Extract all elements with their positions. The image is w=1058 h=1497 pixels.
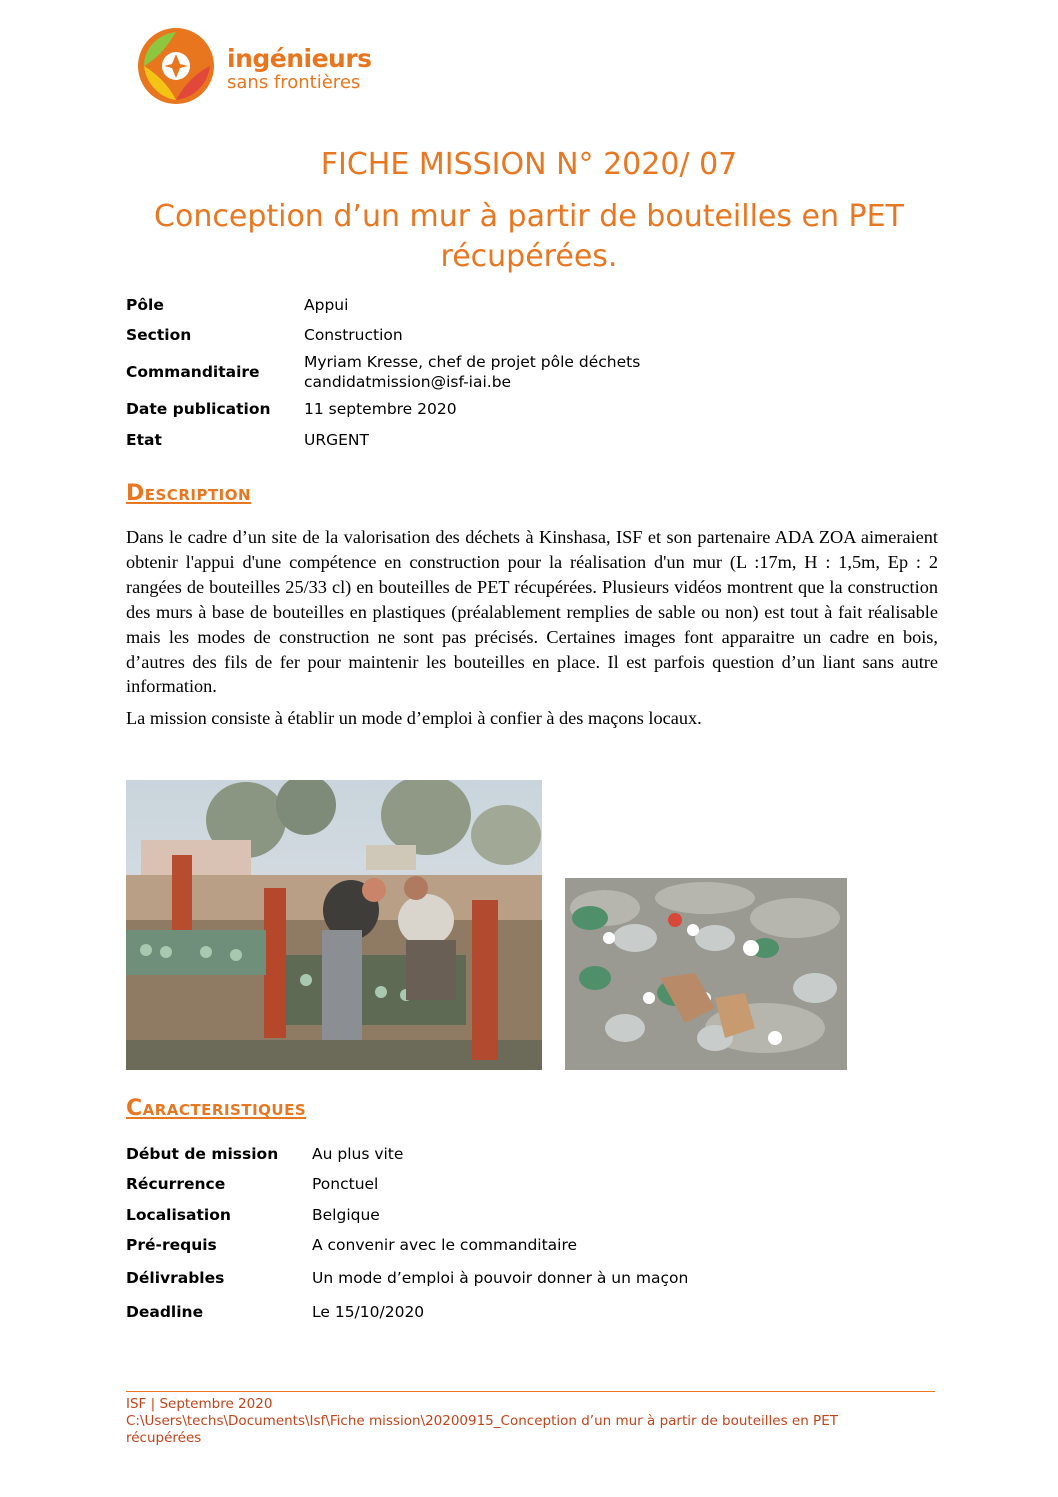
footer-file-path-continued: récupérées — [126, 1430, 202, 1446]
logo-wordmark-line2: sans frontières — [227, 72, 361, 93]
description-paragraph: Dans le cadre d’un site de la valorisation des déchets à Kinshasa, ISF et son partenaire ADA ZOA aimeraient obtenir l'appui d'une compétence en construction pour la réalisation d'un mur (L :17m, H : 1,5m, Ep : 2 rangées de bouteilles 25/33 cl) en bouteilles de PET récupérées. Plusieurs vidéos montrent que la construction des murs à base de bouteilles en plastiques (préalablement remplies de sable ou non) est tout à fait réalisable mais les modes de construction ne sont pas précisés. Certaines images font apparaitre un cadre en bois, d’autres des fils de fer pour maintenir les bouteilles en place. Il est parfois question d’un liant sans autre information. — [126, 527, 938, 697]
info-label-etat: Etat — [126, 431, 162, 449]
mission-title: Conception d’un mur à partir de bouteilles en PET récupérées. — [154, 199, 904, 274]
footer-divider — [126, 1391, 935, 1392]
car-label-recurrence: Récurrence — [126, 1175, 226, 1193]
info-label-date: Date publication — [126, 400, 271, 418]
footer-date: ISF | Septembre 2020 — [126, 1396, 273, 1412]
car-value-debut: Au plus vite — [312, 1145, 404, 1163]
info-label-pole: Pôle — [126, 296, 164, 314]
isf-logo-icon — [136, 26, 216, 106]
fiche-number-title: FICHE MISSION N° 2020/ 07 — [320, 147, 738, 182]
info-value-date: 11 septembre 2020 — [304, 400, 457, 418]
info-value-pole: Appui — [304, 296, 349, 314]
car-value-delivrables: Un mode d’emploi à pouvoir donner à un maçon — [312, 1269, 689, 1287]
car-label-deadline: Deadline — [126, 1303, 204, 1321]
caracteristiques-heading: Caracteristiques — [126, 1096, 307, 1121]
car-value-deadline: Le 15/10/2020 — [312, 1303, 425, 1321]
logo-wordmark-line1: ingénieurs — [227, 44, 372, 73]
footer-file-path: C:\Users\techs\Documents\Isf\Fiche mission\20200915_Conception d’un mur à partir de bouteilles en PET — [126, 1413, 838, 1429]
info-value-commanditaire-email: candidatmission@isf-iai.be — [304, 373, 512, 391]
car-value-localisation: Belgique — [312, 1206, 380, 1224]
info-value-etat: URGENT — [304, 431, 369, 449]
description-body — [126, 525, 938, 731]
car-value-recurrence: Ponctuel — [312, 1175, 379, 1193]
car-label-prerequis: Pré-requis — [126, 1236, 217, 1254]
info-value-section: Construction — [304, 326, 403, 344]
description-paragraph-mission: La mission consiste à établir un mode d’emploi à confier à des maçons locaux. — [126, 708, 702, 729]
info-value-commanditaire-name: Myriam Kresse, chef de projet pôle déchets — [304, 353, 641, 371]
car-label-debut: Début de mission — [126, 1145, 279, 1163]
info-label-commanditaire: Commanditaire — [126, 363, 260, 381]
car-label-localisation: Localisation — [126, 1206, 231, 1224]
car-label-delivrables: Délivrables — [126, 1269, 225, 1287]
info-label-section: Section — [126, 326, 192, 344]
description-heading: Description — [126, 481, 252, 506]
car-value-prerequis: A convenir avec le commanditaire — [312, 1236, 578, 1254]
bottle-wall-construction-photo — [126, 780, 542, 1070]
bottles-in-cement-photo — [565, 878, 847, 1070]
